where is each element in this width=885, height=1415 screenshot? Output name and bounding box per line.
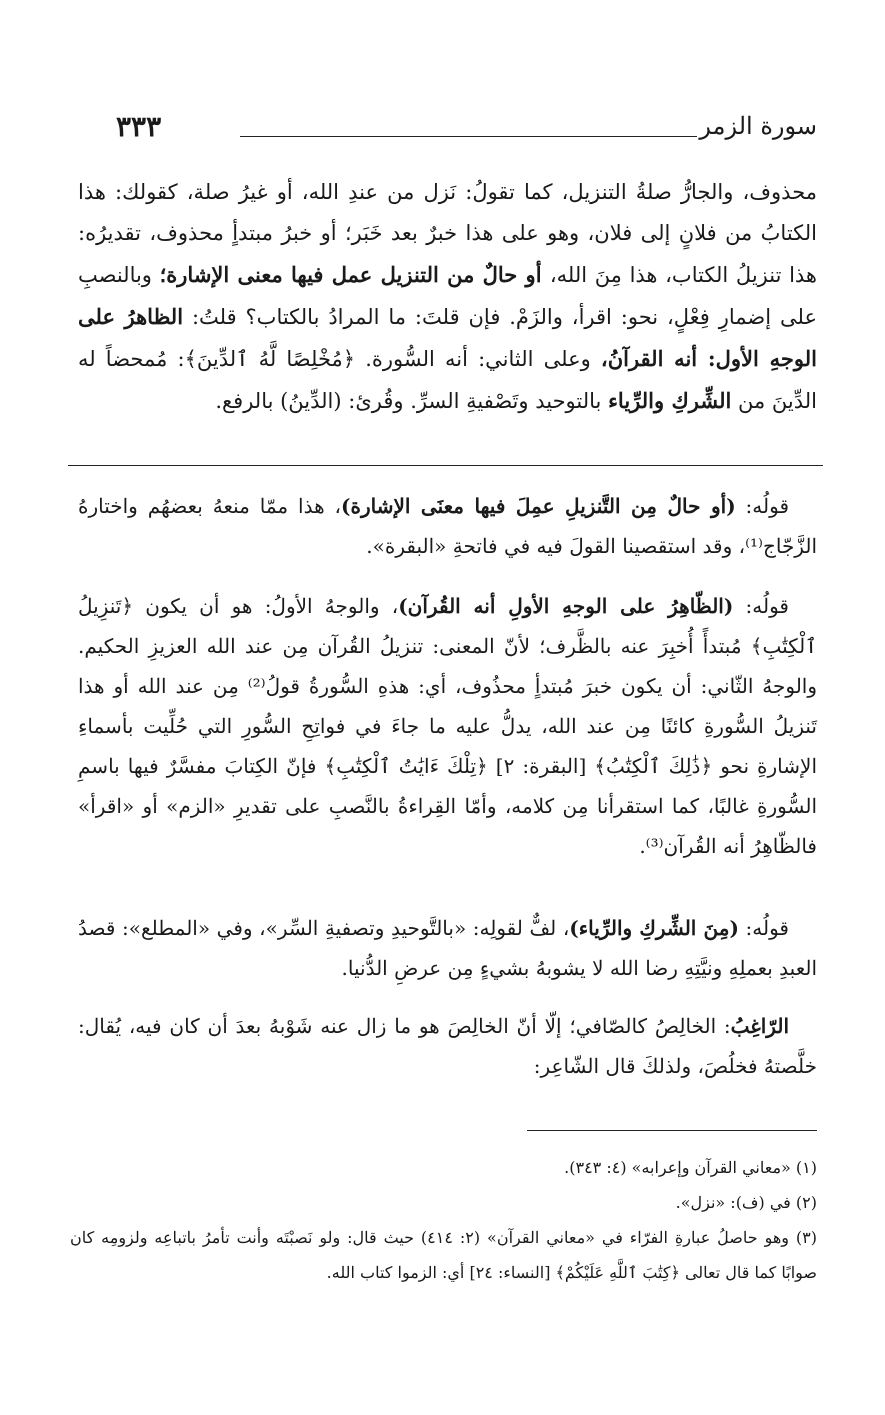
commentary-text: ، والوجهُ الأولُ: هو أن يكون ﴿تَنزِيلُ ٱلْكِتَٰبِ﴾ مُبتدأً أُخبِرَ عنه بالظَّرف؛ لأنّ المعنى: تنزيلُ القُرآن مِن عند الله العزيزِ الحكيم. والوجهُ الثّاني: أن يكون خبرَ مُبتدأٍ محذُوف، أي: هذهِ السُّورةُ قولُ⁽²⁾ مِن عند الله أو هذا تَنزيلُ السُّورةِ كائنًا مِن عند الله، يدلُّ عليه ما جاءَ في فواتِحِ السُّورِ التي حُلِّيت بأسماءِ الإشارةِ نحو ﴿ذَٰلِكَ ٱلْكِتَٰبُ﴾ [البقرة: ٢] ﴿تِلْكَ ءَايَٰتُ ٱلْكِتَٰبِ﴾ فإنّ الكِتابَ مفسَّرٌ فيها باسمِ السُّورةِ غالبًا، كما استقرأنا مِن كلامه، وأمّا القِراءةُ بالنَّصبِ على تقديرِ «الزم» أو «اقرأ» فالظّاهِرُ أنه القُرآن⁽³⁾. <box>78 594 817 858</box>
commentary-text: ، هذا ممّا منعهُ بعضهُم واختارهُ الزَّجّاج⁽¹⁾، وقد استقصينا القولَ فيه في فاتحةِ «البقرة». <box>78 494 817 558</box>
main-text-segment: وبالنصبِ على إضمارِ فِعْلٍ، نحو: اقرأ، والزَمْ. فإن قلتَ: ما المرادُ بالكتاب؟ قلتُ: <box>78 263 817 329</box>
main-text-segment: وعلى الثاني: أنه السُّورة. ﴿مُخْلِصًا لَّهُ ٱلدِّينَ﴾: مُمحضاً له الدِّينَ من <box>78 347 817 413</box>
main-text <box>78 172 817 422</box>
header-rule <box>240 136 697 137</box>
commentary-paragraph <box>78 586 817 866</box>
footnote-divider <box>527 1130 817 1131</box>
commentary-text: : الخالِصُ كالصّافي؛ إلّا أنّ الخالِصَ هو ما زال عنه شَوْبهُ بعدَ أن كان فيه، يُقال: خلَّصتهُ فخلُصَ، ولذلكَ قال الشّاعِر: <box>78 1014 817 1078</box>
main-text-segment: بالتوحيد وتَصْفيةِ السرِّ. وقُرئ: (الدِّينُ) بالرفع. <box>215 389 609 413</box>
commentary-text: قولُه: <box>735 494 790 518</box>
main-text-divider <box>68 465 823 466</box>
commentary-quote: (مِنَ الشِّركِ والرِّياء) <box>569 916 739 940</box>
surah-title: سورة الزمر <box>699 112 817 140</box>
main-text-bold: أو حالٌ من التنزيل عمل فيها معنى الإشارة؛ <box>159 262 550 287</box>
commentary-text: قولُه: <box>738 916 789 940</box>
footnote-1: (١) «معاني القرآن وإعرابه» (٤: ٣٤٣). <box>564 1158 817 1177</box>
main-paragraph <box>78 172 817 422</box>
commentary-text: قولُه: <box>733 594 789 618</box>
main-text-bold: الشِّركِ والرِّياء <box>608 388 732 413</box>
commentary-quote: (الظّاهِرُ على الوجهِ الأولِ أنه القُرآن) <box>398 594 734 618</box>
commentary-paragraph <box>78 486 817 566</box>
page-header <box>110 108 817 154</box>
commentary-paragraph <box>78 908 817 988</box>
commentary-quote: الرّاغِبُ <box>730 1014 789 1038</box>
footnote-2: (٢) في (ف): «نزل». <box>675 1193 817 1212</box>
commentary-quote: (أو حالٌ مِن التَّنزيلِ عمِلَ فيها معنَى الإشارة) <box>341 494 736 518</box>
commentary-paragraph <box>78 1006 817 1086</box>
main-text-bold: الظاهرُ على الوجهِ الأول: أنه القرآنُ، <box>78 304 817 371</box>
main-text-segment: محذوف، والجارُّ صلةُ التنزيل، كما تقولُ: نَزل من عندِ الله، أو غيرُ صلة، كقولك: هذا الكتابُ من فلانٍ إلى فلان، وهو على هذا خبرٌ بعد خَبَر؛ أو خبرُ مبتدأٍ محذوف، تقديرُه: هذا تنزيلُ الكتاب، هذا مِنَ الله، <box>78 180 818 287</box>
footnote-3: (٣) وهو حاصلُ عبارةِ الفرّاء في «معاني القرآن» (٢: ٤١٤) حيث قال: ولو نَصبْتَه وأنت تأمرُ باتباعِه ولزومِه كان صوابًا كما قال تعالى ﴿كِتَٰبَ ٱللَّهِ عَلَيْكُمْ﴾ [النساء: ٢٤] أي: الزموا كتاب الله. <box>70 1228 818 1282</box>
footnotes <box>70 1150 817 1290</box>
commentary-text: ، لفٌّ لقولِه: «بالتَّوحيدِ وتصفيةِ السِّر»، وفي «المطلع»: قصدُ العبدِ بعملِهِ ونيَّتِهِ رضا الله لا يشوبهُ بشيءٍ مِن عرضِ الدُّنيا. <box>78 916 817 980</box>
page-number: ٣٣٣ <box>116 110 162 143</box>
